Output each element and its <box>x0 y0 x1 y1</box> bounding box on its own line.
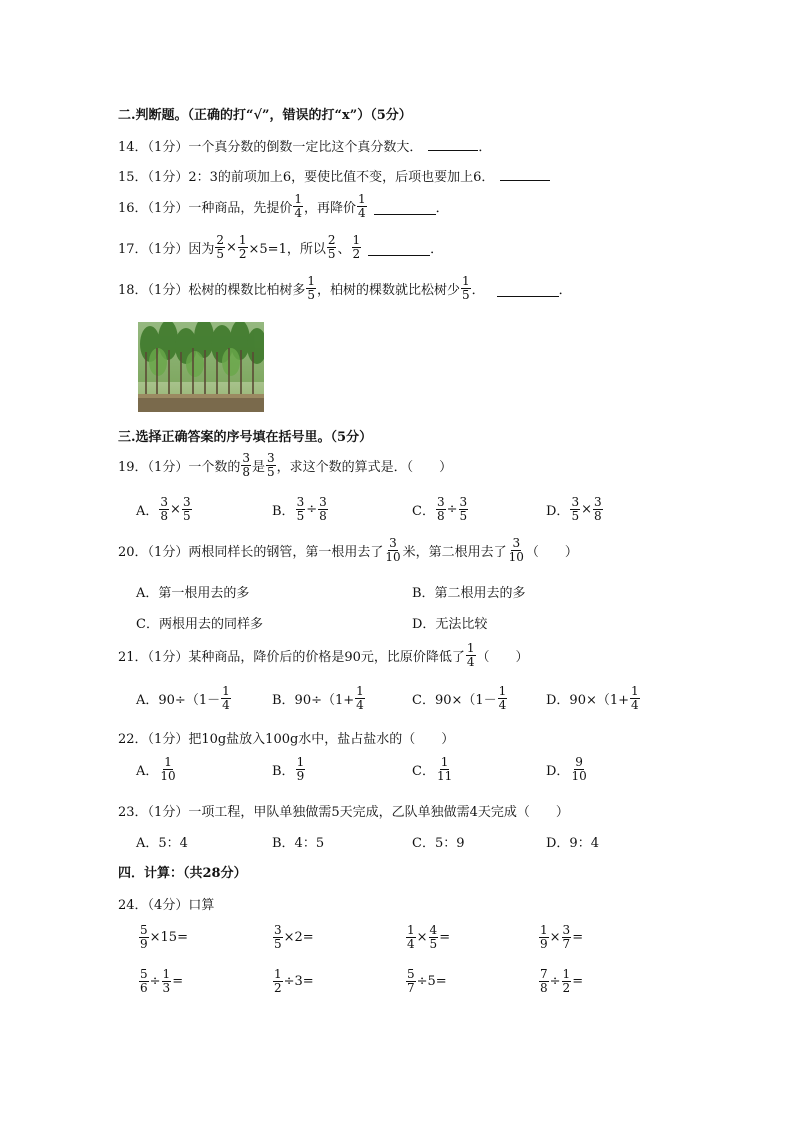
numerator: 5 <box>140 923 148 937</box>
option-c[interactable] <box>136 613 263 632</box>
text: 、 <box>337 241 351 257</box>
text: 15．（1分）2：3的前项加上6，要使比值不变，后项也要加上6． <box>118 170 495 185</box>
text: 21．（1分）某种商品，降价后的价格是90元，比原价降低了 <box>118 649 465 665</box>
answer-blank[interactable] <box>497 295 559 297</box>
numerator: 4 <box>429 923 438 937</box>
denominator: 5 <box>216 246 224 261</box>
denominator: 4 <box>466 654 475 669</box>
fraction <box>266 452 276 478</box>
fraction <box>318 496 328 522</box>
text: × <box>549 929 561 945</box>
numerator: 7 <box>540 967 548 981</box>
question-19 <box>118 452 452 478</box>
denominator: 8 <box>540 980 548 995</box>
option-b[interactable] <box>272 832 324 851</box>
numerator: 1 <box>562 967 571 981</box>
denominator: 4 <box>498 697 507 712</box>
fraction <box>159 496 169 522</box>
answer-blank[interactable] <box>500 179 550 181</box>
fraction <box>293 193 303 219</box>
numerator: 2 <box>216 233 224 247</box>
denominator: 2 <box>274 980 282 995</box>
numerator: 3 <box>296 495 305 509</box>
fraction <box>593 496 603 522</box>
text: （ ） <box>476 649 529 665</box>
denominator: 4 <box>356 697 364 712</box>
text: ． <box>435 200 449 216</box>
numerator: 3 <box>593 495 602 509</box>
text: 24．（4分）口算 <box>118 898 215 913</box>
section-2-title <box>118 104 412 123</box>
numerator: 1 <box>164 755 172 769</box>
text: 17．（1分）因为 <box>118 241 215 257</box>
numerator: 3 <box>459 495 468 509</box>
numerator: 1 <box>238 233 247 247</box>
fraction <box>159 756 176 782</box>
denominator: 10 <box>160 768 176 783</box>
denominator: 3 <box>162 980 171 995</box>
text: ÷ <box>306 501 318 517</box>
numerator: 3 <box>160 495 169 509</box>
denominator: 8 <box>160 508 169 523</box>
text: ． <box>558 282 572 298</box>
text: ． <box>430 241 444 257</box>
text: B．4：5 <box>272 836 325 851</box>
text: C．5：9 <box>412 836 465 851</box>
numerator: 3 <box>319 495 327 509</box>
option-a[interactable] <box>136 496 193 522</box>
question-16 <box>118 193 449 219</box>
text: A．5：4 <box>136 836 188 851</box>
question-18 <box>118 275 572 301</box>
text: 是 <box>251 459 265 475</box>
calc-item[interactable] <box>138 968 183 994</box>
question-24 <box>118 894 214 913</box>
fraction <box>162 968 172 994</box>
numerator: 9 <box>575 755 583 769</box>
fraction <box>215 234 225 260</box>
question-21 <box>118 642 529 668</box>
text: D．无法比较 <box>412 617 488 632</box>
numerator: 1 <box>352 233 361 247</box>
calc-item[interactable] <box>272 968 314 994</box>
text: 19．（1分）一个数的 <box>118 459 241 475</box>
fraction <box>436 496 446 522</box>
option-d[interactable] <box>546 832 599 851</box>
numerator: 1 <box>274 967 282 981</box>
option-a[interactable] <box>136 582 249 601</box>
text: B． <box>272 503 295 519</box>
calc-item[interactable] <box>538 968 583 994</box>
denominator: 2 <box>352 246 361 261</box>
fraction <box>355 685 365 711</box>
fraction <box>406 924 416 950</box>
denominator: 2 <box>562 980 571 995</box>
fraction <box>352 234 362 260</box>
text: C． <box>412 763 435 779</box>
text: C． <box>412 503 435 519</box>
fraction <box>182 496 192 522</box>
denominator: 2 <box>238 246 247 261</box>
fraction <box>296 756 306 782</box>
denominator: 5 <box>182 508 191 523</box>
text: = <box>572 973 584 989</box>
text: A． <box>136 763 159 779</box>
denominator: 8 <box>593 508 602 523</box>
numerator: 1 <box>162 967 171 981</box>
text: C．两根用去的同样多 <box>136 617 263 632</box>
text: ÷ <box>446 501 458 517</box>
text: 14．（1分）一个真分数的倒数一定比这个真分数大． <box>118 140 423 155</box>
text: 22．（1分）把10g盐放入100g水中，盐占盐水的（ ） <box>118 732 455 747</box>
denominator: 5 <box>429 936 438 951</box>
calc-item[interactable] <box>138 924 188 950</box>
fraction <box>539 968 549 994</box>
text: 23．（1分）一项工程，甲队单独做需5天完成，乙队单独做需4天完成（ ） <box>118 805 569 820</box>
numerator: 1 <box>222 684 230 698</box>
calc-item[interactable] <box>538 924 583 950</box>
option-a[interactable] <box>136 756 178 782</box>
numerator: 3 <box>512 536 521 550</box>
numerator: 1 <box>466 641 475 655</box>
fraction <box>498 685 508 711</box>
denominator: 7 <box>562 936 571 951</box>
fraction <box>436 756 453 782</box>
text: B．第二根用去的多 <box>412 586 526 601</box>
numerator: 5 <box>407 967 415 981</box>
text: 三.选择正确答案的序号填在括号里。（5分） <box>118 430 373 445</box>
fraction <box>306 275 316 301</box>
option-a[interactable] <box>136 685 232 711</box>
text: ×5=1，所以 <box>248 241 326 257</box>
text: D．9：4 <box>546 836 599 851</box>
option-d[interactable] <box>412 613 487 632</box>
option-a[interactable] <box>136 832 188 851</box>
numerator: 1 <box>357 192 366 206</box>
fraction <box>357 193 367 219</box>
option-c[interactable] <box>412 756 454 782</box>
denominator: 8 <box>242 464 250 479</box>
answer-blank[interactable] <box>368 254 430 256</box>
fraction <box>570 496 580 522</box>
option-d[interactable] <box>546 496 604 522</box>
denominator: 4 <box>631 697 639 712</box>
text: ，求这个数的算式是．（ ） <box>276 459 453 475</box>
numerator: 1 <box>307 274 315 288</box>
denominator: 7 <box>407 980 415 995</box>
numerator: 1 <box>356 684 364 698</box>
numerator: 3 <box>182 495 191 509</box>
denominator: 5 <box>327 246 336 261</box>
option-b[interactable] <box>272 685 366 711</box>
denominator: 8 <box>436 508 445 523</box>
fraction <box>570 756 587 782</box>
text: × <box>170 501 181 517</box>
denominator: 5 <box>266 464 275 479</box>
denominator: 4 <box>294 205 302 220</box>
text: A．90÷（1－ <box>136 692 221 708</box>
denominator: 9 <box>140 936 148 951</box>
answer-blank[interactable] <box>374 213 436 215</box>
fraction <box>273 924 283 950</box>
numerator: 2 <box>327 233 336 247</box>
text: 16．（1分）一种商品，先提价 <box>118 200 293 216</box>
text: ÷5= <box>416 973 447 989</box>
fraction <box>562 968 572 994</box>
text: = <box>172 973 184 989</box>
text: （ ） <box>525 544 578 560</box>
fraction <box>139 968 149 994</box>
option-c[interactable] <box>412 832 465 851</box>
numerator: 1 <box>294 192 302 206</box>
question-14 <box>118 136 491 155</box>
numerator: 1 <box>296 755 305 769</box>
calc-item[interactable] <box>405 968 447 994</box>
fraction <box>461 275 471 301</box>
fraction <box>429 924 439 950</box>
text: × <box>225 239 237 255</box>
option-b[interactable] <box>412 582 526 601</box>
text: 20．（1分）两根同样长的钢管，第一根用去了 <box>118 544 384 560</box>
fraction <box>238 234 248 260</box>
option-c[interactable] <box>412 496 469 522</box>
text: 18．（1分）松树的棵数比柏树多 <box>118 282 306 298</box>
numerator: 5 <box>140 967 148 981</box>
denominator: 8 <box>319 508 327 523</box>
option-b[interactable] <box>272 756 306 782</box>
text: ． <box>478 140 492 155</box>
text: 米，第二根用去了 <box>402 544 507 560</box>
denominator: 10 <box>385 549 401 564</box>
question-17 <box>118 234 443 260</box>
text: D． <box>546 503 570 519</box>
forest-image <box>138 322 264 412</box>
text: D．90×（1+ <box>546 692 630 708</box>
fraction <box>630 685 640 711</box>
fraction <box>241 452 251 478</box>
denominator: 9 <box>296 768 305 783</box>
answer-blank[interactable] <box>428 149 478 151</box>
option-b[interactable] <box>272 496 329 522</box>
text: = <box>572 929 584 945</box>
text: ×2= <box>283 929 314 945</box>
denominator: 9 <box>540 936 548 951</box>
numerator: 3 <box>571 495 580 509</box>
text: B． <box>272 763 295 779</box>
question-15 <box>118 166 550 185</box>
numerator: 1 <box>461 274 470 288</box>
fraction <box>459 496 469 522</box>
question-23 <box>118 801 569 820</box>
text: × <box>581 501 592 517</box>
text: × <box>416 929 428 945</box>
numerator: 1 <box>631 684 639 698</box>
text: ×15= <box>149 929 188 945</box>
text: A．第一根用去的多 <box>136 586 250 601</box>
text: D． <box>546 763 570 779</box>
text: 二.判断题。（正确的打“√”，错误的打“x”）（5分） <box>118 108 412 123</box>
text: 四．计算：（共28分） <box>118 866 247 881</box>
denominator: 5 <box>307 287 315 302</box>
numerator: 3 <box>266 451 275 465</box>
question-22 <box>118 728 454 747</box>
denominator: 6 <box>140 980 148 995</box>
text: ． <box>471 282 485 298</box>
fraction <box>327 234 337 260</box>
denominator: 10 <box>571 768 587 783</box>
option-d[interactable] <box>546 756 589 782</box>
text: ÷3= <box>283 973 314 989</box>
question-20 <box>118 537 578 563</box>
calc-item[interactable] <box>405 924 450 950</box>
fraction <box>139 924 149 950</box>
numerator: 1 <box>440 755 449 769</box>
fraction <box>562 924 572 950</box>
numerator: 3 <box>562 923 571 937</box>
denominator: 5 <box>461 287 470 302</box>
denominator: 11 <box>436 768 453 783</box>
denominator: 10 <box>508 549 524 564</box>
text: = <box>439 929 451 945</box>
fraction <box>406 968 416 994</box>
numerator: 3 <box>274 923 282 937</box>
fraction <box>221 685 231 711</box>
fraction <box>273 968 283 994</box>
numerator: 3 <box>436 495 445 509</box>
numerator: 3 <box>389 536 397 550</box>
fraction <box>508 537 525 563</box>
option-c[interactable] <box>412 685 508 711</box>
numerator: 3 <box>242 451 250 465</box>
text: A． <box>136 503 159 519</box>
option-d[interactable] <box>546 685 641 711</box>
text: ，再降价 <box>303 200 356 216</box>
section-3-title <box>118 426 372 445</box>
text: C．90×（1－ <box>412 692 497 708</box>
text: ÷ <box>549 973 561 989</box>
fraction <box>466 642 476 668</box>
fraction <box>539 924 549 950</box>
fraction <box>296 496 306 522</box>
denominator: 4 <box>357 205 366 220</box>
text: ，柏树的棵数就比松树少 <box>316 282 460 298</box>
numerator: 1 <box>540 923 548 937</box>
numerator: 1 <box>407 923 415 937</box>
denominator: 5 <box>571 508 580 523</box>
denominator: 5 <box>459 508 468 523</box>
text: ÷ <box>149 973 161 989</box>
calc-item[interactable] <box>272 924 314 950</box>
denominator: 4 <box>407 936 415 951</box>
denominator: 5 <box>296 508 305 523</box>
numerator: 1 <box>498 684 507 698</box>
denominator: 5 <box>274 936 282 951</box>
text: B．90÷（1+ <box>272 692 355 708</box>
section-4-title <box>118 862 247 881</box>
fraction <box>384 537 401 563</box>
denominator: 4 <box>222 697 230 712</box>
